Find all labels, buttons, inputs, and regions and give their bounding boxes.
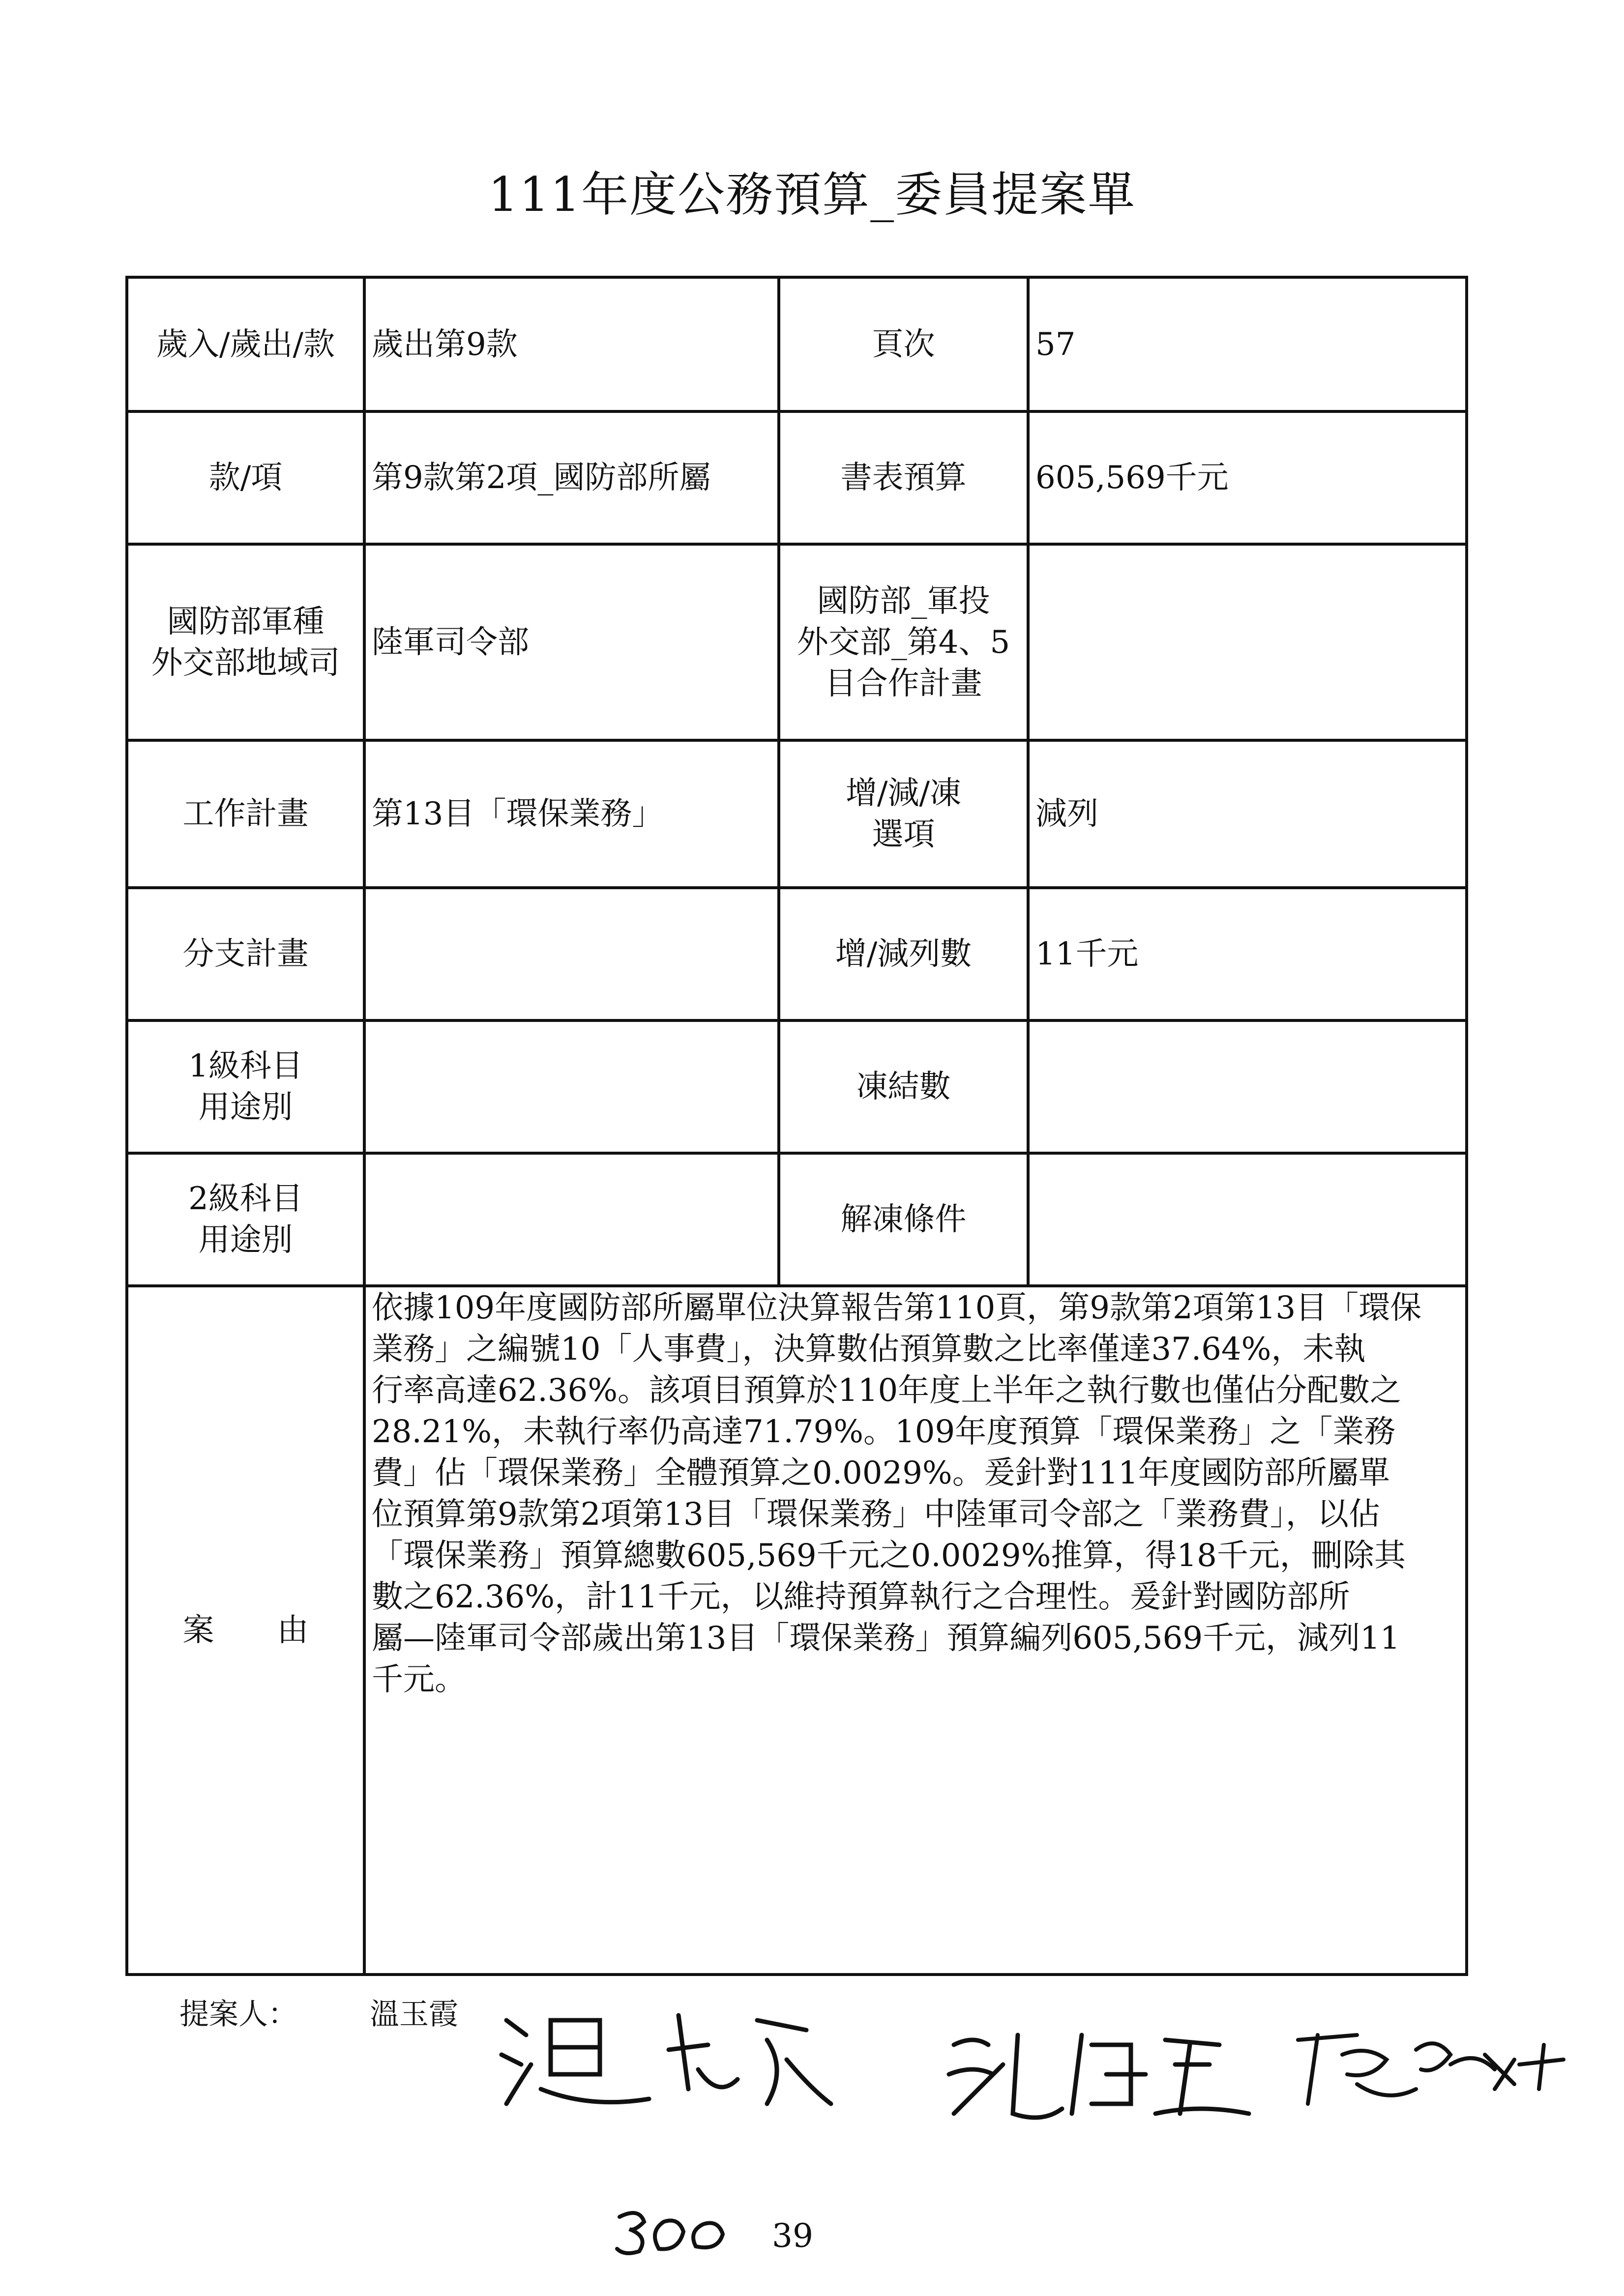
signature-1: [492, 1991, 836, 2119]
field-value: 11千元: [1028, 888, 1467, 1020]
reason-label: 案 由: [127, 1286, 364, 1975]
reason-row: [127, 1286, 1467, 1975]
proposer-label: 提案人：: [179, 1997, 297, 2032]
reason-line: 屬—陸軍司令部歲出第13目「環保業務」預算編列605,569千元，減列11: [372, 1620, 1400, 1657]
form-row: [127, 411, 1467, 544]
field-label: 款/項: [127, 411, 364, 544]
field-value: [1028, 1153, 1467, 1286]
field-label: 工作計畫: [127, 740, 364, 888]
field-value: 605,569千元: [1028, 411, 1467, 544]
page-number: 39: [772, 2217, 813, 2255]
field-label: 凍結數: [779, 1020, 1028, 1153]
reason-line: 依據109年度國防部所屬單位決算報告第110頁，第9款第2項第13目「環保: [372, 1290, 1422, 1326]
field-label: 書表預算: [779, 411, 1028, 544]
proposer-name: 溫玉霞: [370, 1997, 458, 2032]
field-value: 減列: [1028, 740, 1467, 888]
field-label: 2級科目 用途別: [127, 1153, 364, 1286]
field-label: 歲入/歲出/款: [127, 277, 364, 411]
field-value: [364, 1153, 779, 1286]
reason-line: 數之62.36%，計11千元，以維持預算執行之合理性。爰針對國防部所: [372, 1579, 1350, 1615]
field-label: 1級科目 用途別: [127, 1020, 364, 1153]
field-value: 第13目「環保業務」: [364, 740, 779, 888]
field-value: 歲出第9款: [364, 277, 779, 411]
form-row: [127, 1020, 1467, 1153]
proposal-form-table: [125, 276, 1468, 1976]
field-label: 增/減列數: [779, 888, 1028, 1020]
field-value: [364, 1020, 779, 1153]
field-value: [1028, 544, 1467, 740]
form-row: [127, 1153, 1467, 1286]
page-title: 111年度公務預算_委員提案單: [488, 167, 1136, 222]
form-row: [127, 888, 1467, 1020]
field-label: 國防部軍種 外交部地域司: [127, 544, 364, 740]
field-label: 分支計畫: [127, 888, 364, 1020]
reason-line: 「環保業務」預算總數605,569千元之0.0029%推算，得18千元，刪除其: [372, 1538, 1406, 1574]
reason-line: 行率高達62.36%。該項目預算於110年度上半年之執行數也僅佔分配數之: [372, 1372, 1402, 1409]
field-value: 57: [1028, 277, 1467, 411]
field-value: 第9款第2項_國防部所屬: [364, 411, 779, 544]
field-label: 增/減/凍 選項: [779, 740, 1028, 888]
form-row: [127, 277, 1467, 411]
reason-line: 業務」之編號10「人事費」，決算數佔預算數之比率僅達37.64%，未執: [372, 1331, 1366, 1367]
reason-line: 費」佔「環保業務」全體預算之0.0029%。爰針對111年度國防部所屬單: [372, 1455, 1390, 1491]
signature-3: [1288, 2005, 1583, 2119]
reason-line: 千元。: [372, 1661, 466, 1698]
field-label: 國防部_軍投 外交部_第4、5 目合作計畫: [779, 544, 1028, 740]
form-row: [127, 544, 1467, 740]
field-label: 頁次: [779, 277, 1028, 411]
signature-2: [944, 2015, 1264, 2128]
reason-text: [364, 1286, 1467, 1975]
handwritten-page-number: [615, 2202, 742, 2261]
field-value: 陸軍司令部: [364, 544, 779, 740]
field-value: [364, 888, 779, 1020]
form-row: [127, 740, 1467, 888]
reason-line: 28.21%，未執行率仍高達71.79%。109年度預算「環保業務」之「業務: [372, 1414, 1396, 1450]
reason-line: 位預算第9款第2項第13目「環保業務」中陸軍司令部之「業務費」，以佔: [372, 1496, 1380, 1533]
field-label: 解凍條件: [779, 1153, 1028, 1286]
field-value: [1028, 1020, 1467, 1153]
